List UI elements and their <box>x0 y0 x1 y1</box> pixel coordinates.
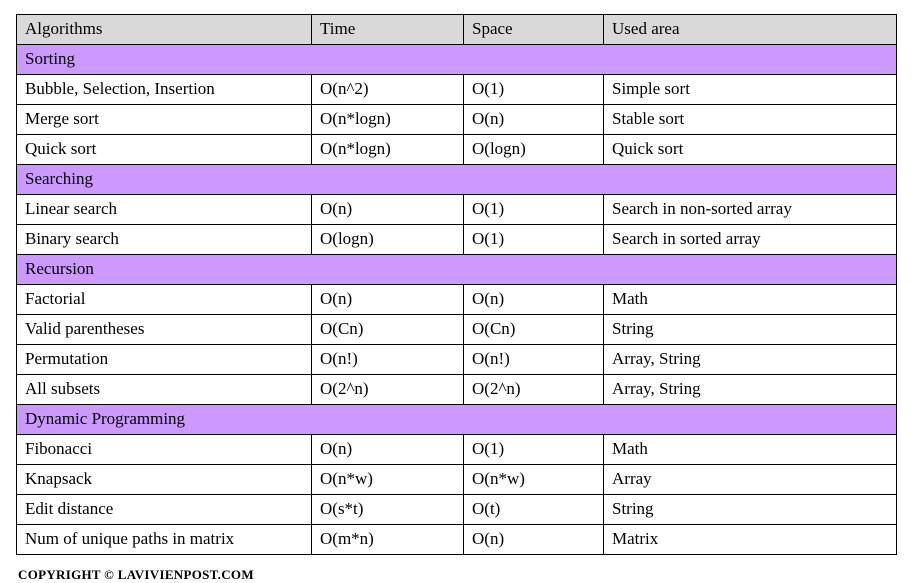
table-row <box>17 135 897 165</box>
cell-time: O(n) <box>312 435 464 465</box>
cell-algorithm: Edit distance <box>17 495 312 525</box>
algorithms-complexity-table <box>16 14 897 555</box>
cell-time: O(n) <box>312 195 464 225</box>
cell-time: O(2^n) <box>312 375 464 405</box>
cell-time: O(n*logn) <box>312 105 464 135</box>
cell-space: O(t) <box>464 495 604 525</box>
section-row <box>17 45 897 75</box>
cell-used-area: Matrix <box>604 525 897 555</box>
section-label: Dynamic Programming <box>17 405 897 435</box>
table-row <box>17 465 897 495</box>
cell-time: O(n) <box>312 285 464 315</box>
cell-used-area: Search in non-sorted array <box>604 195 897 225</box>
cell-used-area: String <box>604 495 897 525</box>
cell-space: O(n) <box>464 285 604 315</box>
cell-used-area: Stable sort <box>604 105 897 135</box>
section-row <box>17 405 897 435</box>
table-row <box>17 225 897 255</box>
table-row <box>17 435 897 465</box>
table-header <box>17 15 897 45</box>
column-header-algorithms: Algorithms <box>17 15 312 45</box>
cell-space: O(1) <box>464 75 604 105</box>
section-row <box>17 255 897 285</box>
cell-time: O(s*t) <box>312 495 464 525</box>
cell-algorithm: Linear search <box>17 195 312 225</box>
cell-algorithm: Binary search <box>17 225 312 255</box>
cell-algorithm: Factorial <box>17 285 312 315</box>
cell-space: O(n) <box>464 105 604 135</box>
section-label: Searching <box>17 165 897 195</box>
cell-used-area: Array, String <box>604 375 897 405</box>
section-label: Sorting <box>17 45 897 75</box>
cell-used-area: Array <box>604 465 897 495</box>
table-row <box>17 105 897 135</box>
column-header-used-area: Used area <box>604 15 897 45</box>
table-row <box>17 315 897 345</box>
cell-space: O(Cn) <box>464 315 604 345</box>
cell-used-area: Array, String <box>604 345 897 375</box>
cell-time: O(n*logn) <box>312 135 464 165</box>
cell-time: O(logn) <box>312 225 464 255</box>
cell-used-area: Search in sorted array <box>604 225 897 255</box>
cell-algorithm: Permutation <box>17 345 312 375</box>
cell-space: O(n*w) <box>464 465 604 495</box>
cell-used-area: Quick sort <box>604 135 897 165</box>
cell-used-area: Math <box>604 435 897 465</box>
column-header-time: Time <box>312 15 464 45</box>
cell-algorithm: Valid parentheses <box>17 315 312 345</box>
cell-time: O(n^2) <box>312 75 464 105</box>
section-row <box>17 165 897 195</box>
table-row <box>17 75 897 105</box>
table-row <box>17 495 897 525</box>
cell-algorithm: Num of unique paths in matrix <box>17 525 312 555</box>
table-row <box>17 345 897 375</box>
cell-algorithm: Quick sort <box>17 135 312 165</box>
cell-algorithm: Fibonacci <box>17 435 312 465</box>
column-header-space: Space <box>464 15 604 45</box>
copyright-notice: COPYRIGHT © LAVIVIENPOST.COM <box>18 567 254 582</box>
cell-time: O(Cn) <box>312 315 464 345</box>
cell-algorithm: All subsets <box>17 375 312 405</box>
table-row <box>17 525 897 555</box>
cell-space: O(1) <box>464 435 604 465</box>
cell-algorithm: Knapsack <box>17 465 312 495</box>
cell-used-area: String <box>604 315 897 345</box>
cell-time: O(m*n) <box>312 525 464 555</box>
table-row <box>17 195 897 225</box>
table-header-row <box>17 15 897 45</box>
table-body <box>17 45 897 555</box>
table-row <box>17 375 897 405</box>
cell-space: O(1) <box>464 225 604 255</box>
cell-time: O(n*w) <box>312 465 464 495</box>
table-row <box>17 285 897 315</box>
cell-algorithm: Merge sort <box>17 105 312 135</box>
section-label: Recursion <box>17 255 897 285</box>
cell-used-area: Math <box>604 285 897 315</box>
cell-space: O(n!) <box>464 345 604 375</box>
cell-time: O(n!) <box>312 345 464 375</box>
cell-space: O(logn) <box>464 135 604 165</box>
cell-algorithm: Bubble, Selection, Insertion <box>17 75 312 105</box>
cell-space: O(2^n) <box>464 375 604 405</box>
cell-space: O(1) <box>464 195 604 225</box>
cell-used-area: Simple sort <box>604 75 897 105</box>
cell-space: O(n) <box>464 525 604 555</box>
